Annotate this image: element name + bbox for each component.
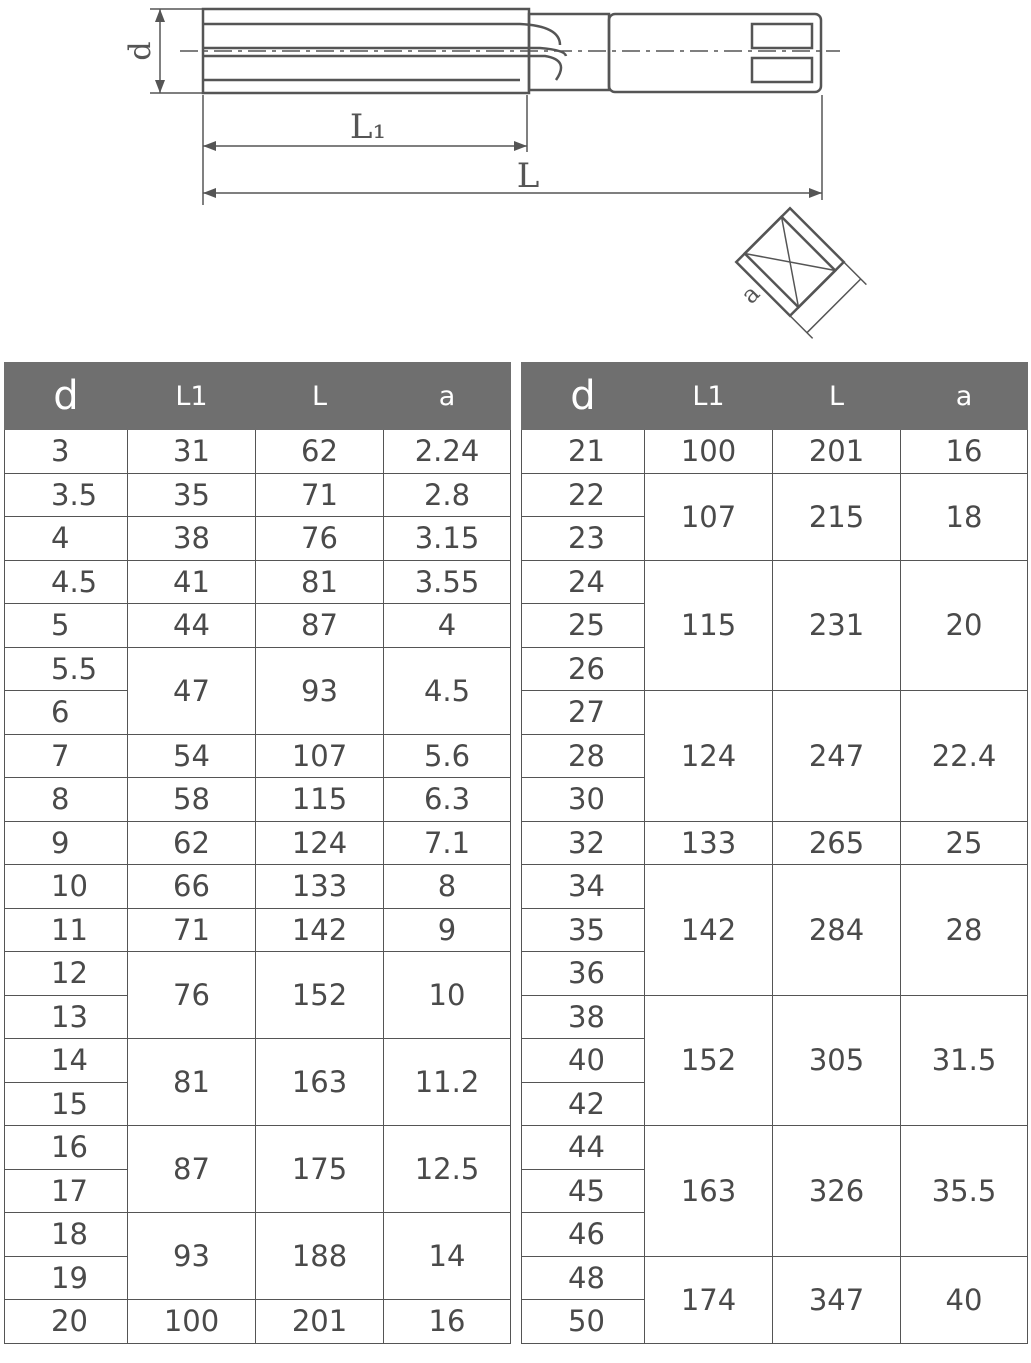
cell-d: 3 — [5, 430, 128, 474]
table-row — [5, 517, 511, 561]
cell-d: 19 — [5, 1256, 128, 1300]
table-row — [522, 691, 1028, 735]
cell-d: 44 — [522, 1126, 645, 1170]
cell-d: 8 — [5, 778, 128, 822]
cell-d: 5.5 — [5, 647, 128, 691]
cell-l: 163 — [256, 1039, 384, 1126]
cell-a: 4 — [384, 604, 511, 648]
header-a: a — [901, 363, 1028, 430]
cell-l: 201 — [256, 1300, 384, 1344]
cell-l: 347 — [773, 1256, 901, 1343]
table-row — [5, 865, 511, 909]
cell-d: 26 — [522, 647, 645, 691]
cell-d: 6 — [5, 691, 128, 735]
cell-l1: 71 — [128, 908, 256, 952]
cell-l: 71 — [256, 473, 384, 517]
cell-l1: 124 — [645, 691, 773, 822]
table-row — [522, 473, 1028, 517]
cell-a: 16 — [384, 1300, 511, 1344]
cell-l: 93 — [256, 647, 384, 734]
cell-l1: 31 — [128, 430, 256, 474]
cell-l: 133 — [256, 865, 384, 909]
cell-d: 4.5 — [5, 560, 128, 604]
label-L1: L₁ — [349, 107, 387, 147]
cell-l1: 41 — [128, 560, 256, 604]
cell-l: 107 — [256, 734, 384, 778]
cell-a: 25 — [901, 821, 1028, 865]
square-end-top — [752, 24, 812, 48]
header-d: d — [5, 363, 128, 430]
cell-a: 40 — [901, 1256, 1028, 1343]
cell-a: 28 — [901, 865, 1028, 996]
cell-d: 7 — [5, 734, 128, 778]
table-row — [5, 647, 511, 691]
cell-d: 46 — [522, 1213, 645, 1257]
cell-a: 5.6 — [384, 734, 511, 778]
spec-table-left — [4, 362, 511, 1344]
cell-d: 42 — [522, 1082, 645, 1126]
cell-a: 7.1 — [384, 821, 511, 865]
cell-a: 2.8 — [384, 473, 511, 517]
cell-d: 22 — [522, 473, 645, 517]
cell-l: 247 — [773, 691, 901, 822]
cell-d: 13 — [5, 995, 128, 1039]
cell-d: 32 — [522, 821, 645, 865]
cell-d: 9 — [5, 821, 128, 865]
cell-a: 6.3 — [384, 778, 511, 822]
cell-l1: 76 — [128, 952, 256, 1039]
table-row — [5, 734, 511, 778]
cell-a: 35.5 — [901, 1126, 1028, 1257]
table-row — [5, 1039, 511, 1083]
cell-a: 22.4 — [901, 691, 1028, 822]
table-row — [5, 821, 511, 865]
cell-l1: 107 — [645, 473, 773, 560]
header-d: d — [522, 363, 645, 430]
spec-table-right — [521, 362, 1028, 1344]
square-section — [736, 208, 866, 338]
cell-l1: 133 — [645, 821, 773, 865]
cell-l1: 58 — [128, 778, 256, 822]
cell-l1: 35 — [128, 473, 256, 517]
table-row — [522, 1256, 1028, 1300]
reamer-neck — [529, 14, 609, 90]
cell-a: 20 — [901, 560, 1028, 691]
cell-a: 12.5 — [384, 1126, 511, 1213]
table-row — [5, 473, 511, 517]
cell-l: 201 — [773, 430, 901, 474]
cell-d: 36 — [522, 952, 645, 996]
table-row — [5, 1126, 511, 1170]
cell-l1: 87 — [128, 1126, 256, 1213]
table-row — [5, 1300, 511, 1344]
table-row — [522, 821, 1028, 865]
table-row — [5, 560, 511, 604]
cell-l: 326 — [773, 1126, 901, 1257]
cell-a: 8 — [384, 865, 511, 909]
label-a: a — [735, 279, 766, 310]
cell-l: 124 — [256, 821, 384, 865]
cell-d: 45 — [522, 1169, 645, 1213]
cell-l1: 54 — [128, 734, 256, 778]
cell-a: 31.5 — [901, 995, 1028, 1126]
cell-d: 40 — [522, 1039, 645, 1083]
cell-l1: 62 — [128, 821, 256, 865]
table-row — [522, 995, 1028, 1039]
cell-d: 28 — [522, 734, 645, 778]
cell-l1: 100 — [645, 430, 773, 474]
cell-a: 4.5 — [384, 647, 511, 734]
cell-l: 87 — [256, 604, 384, 648]
cell-l: 115 — [256, 778, 384, 822]
cell-l: 81 — [256, 560, 384, 604]
header-a: a — [384, 363, 511, 430]
cell-d: 4 — [5, 517, 128, 561]
cell-l: 142 — [256, 908, 384, 952]
cell-d: 20 — [5, 1300, 128, 1344]
cell-l1: 38 — [128, 517, 256, 561]
header-l: L — [256, 363, 384, 430]
cell-l1: 163 — [645, 1126, 773, 1257]
cell-d: 3.5 — [5, 473, 128, 517]
cell-d: 21 — [522, 430, 645, 474]
cell-d: 25 — [522, 604, 645, 648]
cell-d: 24 — [522, 560, 645, 604]
cell-l: 175 — [256, 1126, 384, 1213]
cell-d: 11 — [5, 908, 128, 952]
label-d: d — [123, 41, 158, 61]
table-row — [5, 430, 511, 474]
cell-d: 34 — [522, 865, 645, 909]
cell-l: 265 — [773, 821, 901, 865]
cell-d: 48 — [522, 1256, 645, 1300]
reamer-shank — [609, 14, 821, 92]
cell-l: 284 — [773, 865, 901, 996]
cell-d: 38 — [522, 995, 645, 1039]
cell-l: 152 — [256, 952, 384, 1039]
table-row — [5, 778, 511, 822]
cell-a: 11.2 — [384, 1039, 511, 1126]
cell-a: 18 — [901, 473, 1028, 560]
square-end-bottom — [752, 58, 812, 82]
cell-l: 62 — [256, 430, 384, 474]
header-l1: L1 — [128, 363, 256, 430]
cell-l1: 174 — [645, 1256, 773, 1343]
cell-l: 76 — [256, 517, 384, 561]
cell-d: 27 — [522, 691, 645, 735]
cell-d: 16 — [5, 1126, 128, 1170]
table-row — [5, 908, 511, 952]
cell-l1: 93 — [128, 1213, 256, 1300]
cell-d: 18 — [5, 1213, 128, 1257]
cell-d: 12 — [5, 952, 128, 996]
cell-a: 3.15 — [384, 517, 511, 561]
cell-l1: 44 — [128, 604, 256, 648]
cell-l1: 66 — [128, 865, 256, 909]
cell-d: 23 — [522, 517, 645, 561]
cell-d: 50 — [522, 1300, 645, 1344]
cell-l1: 81 — [128, 1039, 256, 1126]
cell-l: 215 — [773, 473, 901, 560]
table-row — [522, 865, 1028, 909]
cell-d: 10 — [5, 865, 128, 909]
flute-line — [203, 56, 561, 80]
table-row — [522, 1126, 1028, 1170]
cell-d: 15 — [5, 1082, 128, 1126]
label-L: L — [516, 156, 540, 196]
cell-l1: 142 — [645, 865, 773, 996]
cell-d: 5 — [5, 604, 128, 648]
cell-l1: 100 — [128, 1300, 256, 1344]
cell-a: 2.24 — [384, 430, 511, 474]
cell-l1: 152 — [645, 995, 773, 1126]
reamer-diagram — [0, 0, 1031, 360]
table-row — [5, 604, 511, 648]
table-row — [5, 1213, 511, 1257]
cell-l: 305 — [773, 995, 901, 1126]
cell-a: 10 — [384, 952, 511, 1039]
cell-a: 16 — [901, 430, 1028, 474]
cell-l: 188 — [256, 1213, 384, 1300]
header-l: L — [773, 363, 901, 430]
header-l1: L1 — [645, 363, 773, 430]
cell-l: 231 — [773, 560, 901, 691]
flute-line — [203, 24, 560, 45]
cell-a: 9 — [384, 908, 511, 952]
table-row — [522, 560, 1028, 604]
cell-d: 17 — [5, 1169, 128, 1213]
table-row — [522, 430, 1028, 474]
table-row — [5, 952, 511, 996]
cell-a: 14 — [384, 1213, 511, 1300]
cell-d: 35 — [522, 908, 645, 952]
cell-d: 14 — [5, 1039, 128, 1083]
cell-l1: 47 — [128, 647, 256, 734]
cell-a: 3.55 — [384, 560, 511, 604]
cell-l1: 115 — [645, 560, 773, 691]
cell-d: 30 — [522, 778, 645, 822]
